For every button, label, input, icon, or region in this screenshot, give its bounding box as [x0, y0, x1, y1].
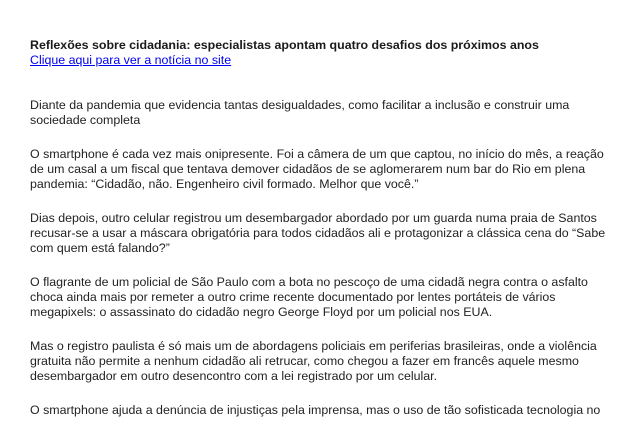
paragraph-line: sociedade completa	[30, 113, 141, 127]
article-title: Reflexões sobre cidadania: especialistas apontam quatro desafios dos próximos anos	[30, 38, 539, 52]
paragraph-smartphone	[30, 147, 630, 192]
paragraph-line: Diante da pandemia que evidencia tantas desigualdades, como facilitar a inclusão e construir uma	[30, 98, 570, 112]
paragraph-line: pandemia: “Cidadão, não. Engenheiro civil formado. Melhor que você.”	[30, 177, 419, 191]
article-body	[30, 98, 630, 437]
paragraph-desembargador	[30, 211, 630, 256]
paragraph-flagrante	[30, 275, 630, 320]
paragraph-denuncia	[30, 403, 630, 418]
paragraph-line: O smartphone ajuda a denúncia de injustiças pela imprensa, mas o uso de tão sofisticada tecnologia no	[30, 403, 601, 417]
paragraph-line: de um casal a um fiscal que tentava demover cidadãos de se aglomerarem num bar do Rio em plena	[30, 162, 586, 176]
paragraph-line: com quem está falando?”	[30, 241, 170, 255]
view-news-link[interactable]: Clique aqui para ver a notícia no site	[30, 53, 232, 67]
paragraph-line: megapixels: o assassinato do cidadão negro George Floyd por um policial nos EUA.	[30, 305, 493, 319]
paragraph-registro-paulista	[30, 339, 630, 384]
paragraph-line: desembargador em outro desencontro com a lei registrado por um celular.	[30, 369, 438, 383]
paragraph-line: gratuita não permite a nenhum cidadão ali retrucar, como chegou a fazer em francês aquele mesmo	[30, 354, 579, 368]
paragraph-intro	[30, 98, 630, 128]
paragraph-line: recusar-se a usar a máscara obrigatória para todos cidadãos ali e protagonizar a clássica cena do “Sabe	[30, 226, 606, 240]
paragraph-line: O flagrante de um policial de São Paulo com a bota no pescoço de uma cidadã negra contra o asfalto	[30, 275, 588, 289]
paragraph-line: Dias depois, outro celular registrou um desembargador abordado por um guarda numa praia de Santos	[30, 211, 597, 225]
paragraph-line: choca ainda mais por remeter a outro crime recente documentado por lentes portáteis de vários	[30, 290, 556, 304]
paragraph-line: O smartphone é cada vez mais onipresente. Foi a câmera de um que captou, no início do mês, a reação	[30, 147, 604, 161]
article-header	[30, 38, 600, 68]
paragraph-line: Mas o registro paulista é só mais um de abordagens policiais em periferias brasileiras, onde a violência	[30, 339, 597, 353]
